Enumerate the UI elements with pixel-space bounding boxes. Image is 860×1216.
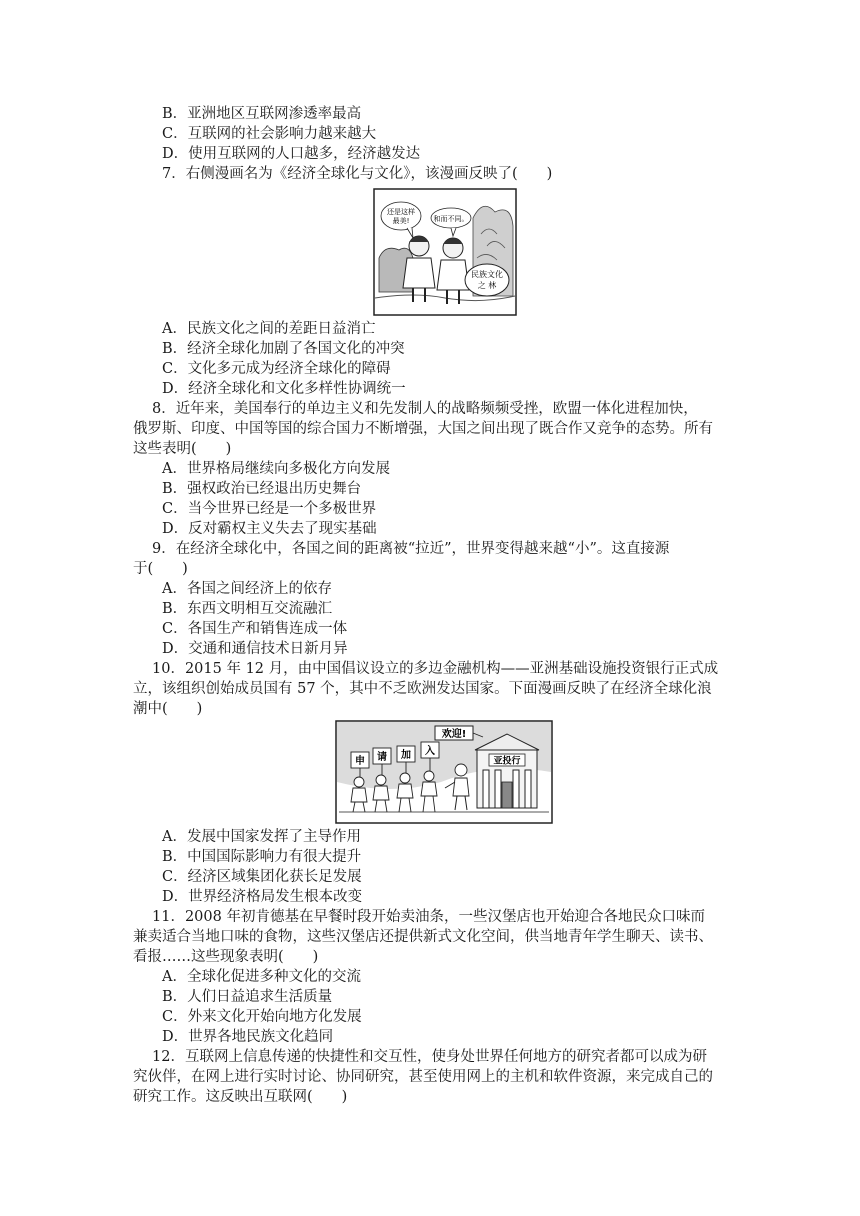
option-9b: B．东西文明相互交流融汇 bbox=[162, 601, 333, 617]
sign-line1: 民族文化 bbox=[471, 270, 503, 279]
question-8-line3: 这些表明( ) bbox=[133, 441, 232, 457]
question-10-line3: 潮中( ) bbox=[133, 701, 203, 717]
question-11-line3: 看报……这些现象表明( ) bbox=[133, 949, 319, 965]
question-9-line2: 于( ) bbox=[133, 561, 188, 577]
option-11d: D．世界各地民族文化趋同 bbox=[162, 1029, 334, 1045]
option-11c: C．外来文化开始向地方化发展 bbox=[162, 1009, 362, 1025]
option-11a: A．全球化促进多种文化的交流 bbox=[162, 969, 361, 985]
option-7a: A．民族文化之间的差距日益消亡 bbox=[162, 321, 376, 337]
welcome-sign: 欢迎! bbox=[441, 729, 467, 740]
option-9d: D．交通和通信技术日新月异 bbox=[162, 641, 348, 657]
bubble-right-text: 和而不同。 bbox=[433, 215, 469, 223]
option-11b: B．人们日益追求生活质量 bbox=[162, 989, 333, 1005]
placard-2: 请 bbox=[377, 752, 387, 763]
question-9-line1: 9．在经济全球化中，各国之间的距离被“拉近”，世界变得越来越“小”。这直接源 bbox=[152, 541, 670, 557]
option-8d: D．反对霸权主义失去了现实基础 bbox=[162, 521, 377, 537]
question-10-line2: 立，该组织创始成员国有 57 个，其中不乏欧洲发达国家。下面漫画反映了在经济全球化浪 bbox=[133, 681, 712, 697]
option-10b: B．中国国际影响力有很大提升 bbox=[162, 849, 362, 865]
option-7b: B．经济全球化加剧了各国文化的冲突 bbox=[162, 341, 405, 357]
question-12-line3: 研究工作。这反映出互联网( ) bbox=[133, 1089, 348, 1105]
option-9a: A．各国之间经济上的依存 bbox=[162, 581, 332, 597]
question-12-line1: 12．互联网上信息传递的快捷性和交互性，使身处世界任何地方的研究者都可以成为研 bbox=[152, 1049, 707, 1065]
bubble-left-line1: 还是这样 bbox=[387, 208, 415, 216]
option-8b: B．强权政治已经退出历史舞台 bbox=[162, 481, 362, 497]
question-10-line1: 10．2015 年 12 月，由中国倡议设立的多边金融机构——亚洲基础设施投资银行正式成 bbox=[152, 661, 719, 677]
option-10c: C．经济区域集团化获长足发展 bbox=[162, 869, 362, 885]
option-9c: C．各国生产和销售连成一体 bbox=[162, 621, 348, 637]
option-10d: D．世界经济格局发生根本改变 bbox=[162, 889, 363, 905]
question-8-line1: 8．近年来，美国奉行的单边主义和先发制人的战略频频受挫，欧盟一体化进程加快， bbox=[152, 401, 698, 417]
option-6d: D．使用互联网的人口越多，经济越发达 bbox=[162, 146, 421, 162]
option-8a: A．世界格局继续向多极化方向发展 bbox=[162, 461, 390, 477]
option-7d: D．经济全球化和文化多样性协调统一 bbox=[162, 381, 406, 397]
question-8-line2: 俄罗斯、印度、中国等国的综合国力不断增强，大国之间出现了既合作又竞争的态势。所有 bbox=[133, 421, 713, 437]
placard-1: 申 bbox=[355, 756, 365, 767]
question-7: 7．右侧漫画名为《经济全球化与文化》，该漫画反映了( ) bbox=[162, 166, 553, 182]
placard-3: 加 bbox=[401, 750, 411, 761]
option-7c: C．文化多元成为经济全球化的障碍 bbox=[162, 361, 391, 377]
bank-sign: 亚投行 bbox=[493, 756, 521, 767]
cartoon-globalization-culture bbox=[373, 188, 517, 316]
question-12-line2: 究伙伴，在网上进行实时讨论、协同研究，甚至使用网上的主机和软件资源，来完成自己的 bbox=[133, 1069, 713, 1085]
question-11-line1: 11．2008 年初肯德基在早餐时段开始卖油条，一些汉堡店也开始迎合各地民众口味而 bbox=[152, 909, 705, 925]
cartoon-aiib bbox=[335, 720, 553, 824]
option-6b: B．亚洲地区互联网渗透率最高 bbox=[162, 106, 362, 122]
option-10a: A．发展中国家发挥了主导作用 bbox=[162, 829, 361, 845]
placard-4: 入 bbox=[425, 746, 435, 757]
option-6c: C．互联网的社会影响力越来越大 bbox=[162, 126, 377, 142]
option-8c: C．当今世界已经是一个多极世界 bbox=[162, 501, 377, 517]
question-11-line2: 兼卖适合当地口味的食物，这些汉堡店还提供新式文化空间，供当地青年学生聊天、读书、 bbox=[133, 929, 713, 945]
sign-line2: 之 林 bbox=[477, 281, 497, 290]
bubble-left-line2: 最美! bbox=[392, 217, 410, 225]
